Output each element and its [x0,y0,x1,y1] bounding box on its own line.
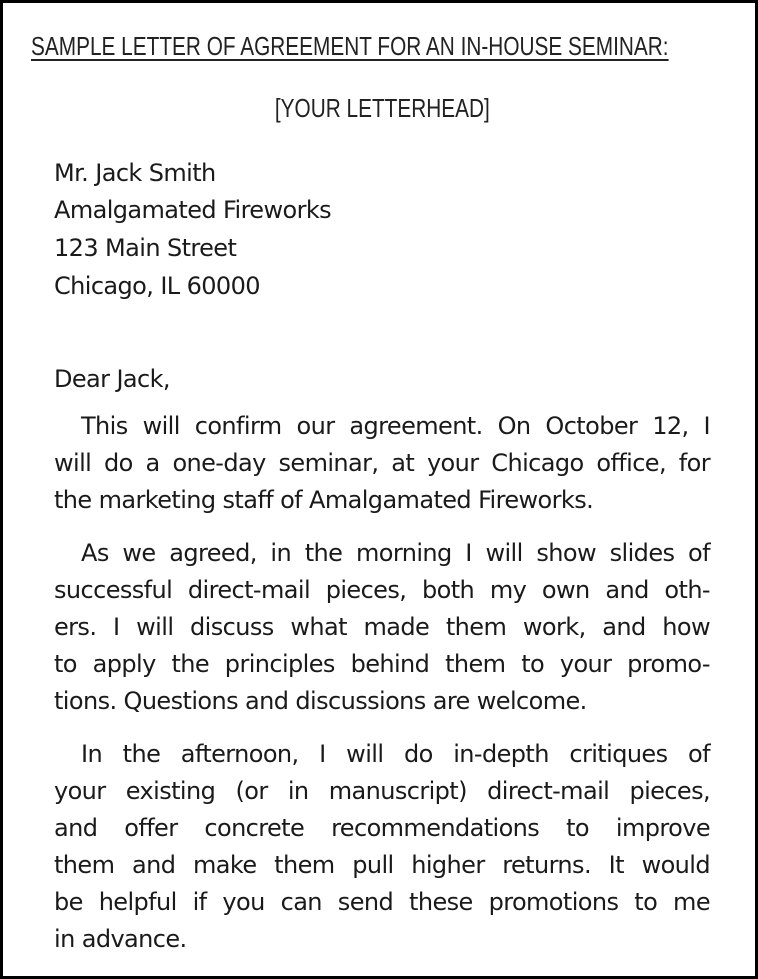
document-heading: SAMPLE LETTER OF AGREEMENT FOR AN IN-HOUSE SEMINAR: [31,31,669,61]
salutation: Dear Jack, [54,365,170,393]
paragraph-1-line: This will confirm our agreement. On October 12, I [81,412,710,440]
paragraph-3-line: and offer concrete recommendations to improve [54,814,710,842]
paragraph-3-line: them and make them pull higher returns. It would [54,851,710,879]
address-city: Chicago, IL 60000 [54,272,260,300]
paragraph-1-line: the marketing staff of Amalgamated Fireworks. [54,486,594,514]
paragraph-2-line: successful direct-mail pieces, both my own and oth- [54,576,710,604]
paragraph-2-line: As we agreed, in the morning I will show slides of [81,539,710,567]
paragraph-3-line: your existing (or in manuscript) direct-mail pieces, [54,777,710,805]
paragraph-2-line: ers. I will discuss what made them work, and how [54,613,710,641]
paragraph-3-line: be helpful if you can send these promotions to me [54,888,710,916]
address-name: Mr. Jack Smith [54,159,216,187]
address-street: 123 Main Street [54,234,237,262]
paragraph-1-line: will do a one-day seminar, at your Chicago office, for [54,449,710,477]
letterhead-placeholder: [YOUR LETTERHEAD] [274,93,490,123]
paragraph-2-line: to apply the principles behind them to your promo- [54,650,710,678]
paragraph-2-line: tions. Questions and discussions are welcome. [54,687,587,715]
address-company: Amalgamated Fireworks [54,196,332,224]
paragraph-3-line: In the afternoon, I will do in-depth critiques of [81,740,710,768]
paragraph-3-line: in advance. [54,925,187,953]
